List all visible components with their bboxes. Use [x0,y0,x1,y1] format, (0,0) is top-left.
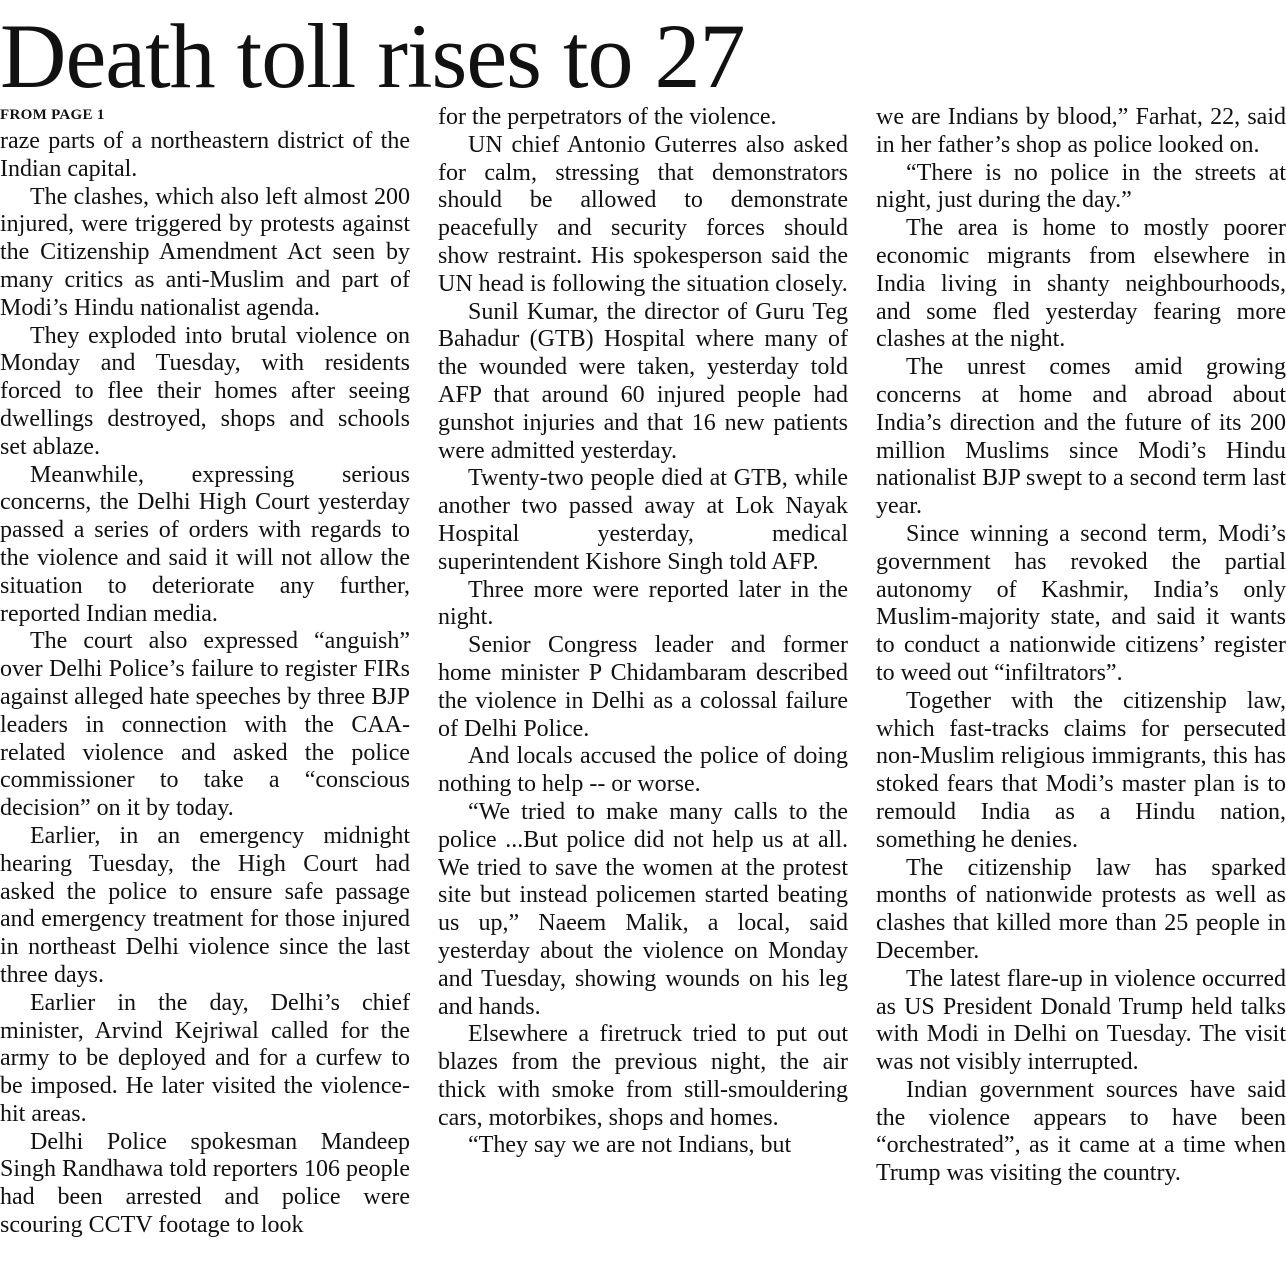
paragraph: They exploded into brutal violence on Monday and Tuesday, with residents forced to flee their homes after seeing dwellings destroyed, shops and schools set ablaze. [0,322,410,460]
paragraph: Earlier in the day, Delhi’s chief minister, Arvind Kejriwal called for the army to be deployed and for a curfew to be imposed. He later visited the violence-hit areas. [0,989,410,1127]
paragraph: “We tried to make many calls to the police ...But police did not help us at all. We tried to save the women at the protest site but instead policemen started beating us up,” Naeem Malik, a local, said yesterday about the violence on Monday and Tuesday, showing wounds on his leg and hands. [438,798,848,1020]
paragraph: The clashes, which also left almost 200 injured, were triggered by protests against the Citizenship Amendment Act seen by many critics as anti-Muslim and part of Modi’s Hindu nationalist agenda. [0,183,410,321]
paragraph: And locals accused the police of doing nothing to help -- or worse. [438,743,848,798]
headline: Death toll rises to 27 [0,5,745,107]
paragraph: Delhi Police spokesman Mandeep Singh Randhawa told reporters 106 people had been arrested and police were scouring CCTV footage to look [0,1128,410,1239]
paragraph: we are Indians by blood,” Farhat, 22, said in her father’s shop as police looked on. [876,104,1286,158]
paragraph: “There is no police in the streets at night, just during the day.” [876,159,1286,214]
paragraph: The area is home to mostly poorer economic migrants from elsewhere in India living in shanty neighbourhoods, and some fled yesterday fearing more clashes at the night. [876,215,1286,353]
continued-from-label: FROM PAGE 1 [0,107,105,123]
paragraph: The court also expressed “anguish” over Delhi Police’s failure to register FIRs against alleged hate speeches by three BJP leaders in connection with the CAA-related violence and asked the police commissioner to take a “conscious decision” on it by today. [0,628,410,822]
paragraph: Earlier, in an emergency midnight hearing Tuesday, the High Court had asked the police to ensure safe passage and emergency treatment for those injured in northeast Delhi violence since the last three days. [0,822,410,988]
paragraph: Together with the citizenship law, which fast-tracks claims for persecuted non-Muslim religious immigrants, this has stoked fears that Modi’s master plan is to remould India as a Hindu nation, something he denies. [876,687,1286,853]
article-column-2 [438,104,848,1276]
paragraph: Senior Congress leader and former home minister P Chidambaram described the violence in Delhi as a colossal failure of Delhi Police. [438,632,848,742]
paragraph: “They say we are not Indians, but [468,1132,792,1159]
paragraph: raze parts of a northeastern district of the Indian capital. [0,128,410,182]
paragraph: Meanwhile, expressing serious concerns, the Delhi High Court yesterday passed a series of orders with regards to the violence and said it will not allow the situation to deteriorate any further, reported Indian media. [0,461,410,627]
paragraph: The citizenship law has sparked months of nationwide protests as well as clashes that killed more than 25 people in December. [876,854,1286,964]
paragraph: The unrest comes amid growing concerns at home and abroad about India’s direction and the future of its 200 million Muslims since Modi’s Hindu nationalist BJP swept to a second term last year. [876,354,1286,520]
paragraph: The latest flare-up in violence occurred as US President Donald Trump held talks with Modi in Delhi on Tuesday. The visit was not visibly interrupted. [876,965,1286,1076]
article-column-3 [876,104,1286,1276]
paragraph: for the perpetrators of the violence. [438,104,777,130]
paragraph: Since winning a second term, Modi’s government has revoked the partial autonomy of Kashmir, India’s only Muslim-majority state, and said it wants to conduct a nationwide citizens’ register to weed out “infiltrators”. [876,520,1286,686]
paragraph: Twenty-two people died at GTB, while another two passed away at Lok Nayak Hospital yesterday, medical superintendent Kishore Singh told AFP. [438,465,848,575]
paragraph: Indian government sources have said the violence appears to have been “orchestrated”, as it came at a time when Trump was visiting the country. [876,1076,1286,1187]
article-column-1 [0,128,410,1276]
paragraph: UN chief Antonio Guterres also asked for calm, stressing that demonstrators should be allowed to demonstrate peacefully and security forces should show restraint. His spokesperson said the UN head is following the situation closely. [438,131,848,297]
paragraph: Three more were reported later in the night. [438,576,848,631]
paragraph: Sunil Kumar, the director of Guru Teg Bahadur (GTB) Hospital where many of the wounded were taken, yesterday told AFP that around 60 injured people had gunshot injuries and that 16 new patients were admitted yesterday. [438,298,848,464]
paragraph: Elsewhere a firetruck tried to put out blazes from the previous night, the air thick with smoke from still-smouldering cars, motorbikes, shops and homes. [438,1021,848,1131]
